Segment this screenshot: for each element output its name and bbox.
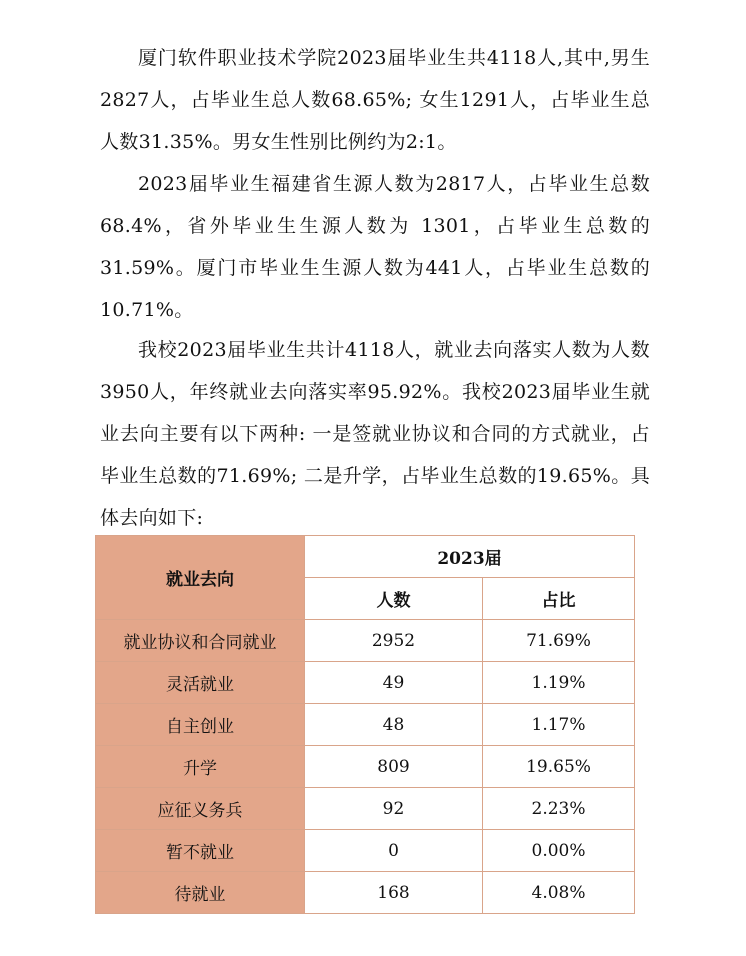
row-category: 灵活就业 [96,662,305,704]
table-row [96,662,635,704]
row-category: 就业协议和合同就业 [96,620,305,662]
row-category: 升学 [96,746,305,788]
table-row [96,746,635,788]
paragraph-gender-stats: 厦门软件职业技术学院2023届毕业生共4118人,其中,男生2827人，占毕业生总人数68.65%; 女生1291人，占毕业生总人数31.35%。男女生性别比例约为2:1。 [100,47,650,153]
row-count: 168 [305,872,483,914]
header-count: 人数 [305,578,483,620]
row-category: 待就业 [96,872,305,914]
row-category: 应征义务兵 [96,788,305,830]
row-count: 49 [305,662,483,704]
row-count: 2952 [305,620,483,662]
row-ratio: 4.08% [483,872,635,914]
header-ratio: 占比 [483,578,635,620]
row-count: 48 [305,704,483,746]
table-row [96,704,635,746]
table-row [96,620,635,662]
paragraph-employment-stats: 我校2023届毕业生共计4118人，就业去向落实人数为人数3950人，年终就业去向落实率95.92%。我校2023届毕业生就业去向主要有以下两种: 一是签就业协议和合同的方式就业，占毕业生总数的71.69%; 二是升学，占毕业生总数的19.65%。具体去向如下: [100,339,650,529]
table-row [96,872,635,914]
row-ratio: 2.23% [483,788,635,830]
row-ratio: 19.65% [483,746,635,788]
table-header-row [96,536,635,578]
table-row [96,830,635,872]
row-ratio: 1.19% [483,662,635,704]
row-ratio: 0.00% [483,830,635,872]
employment-destination-table [95,535,635,914]
row-ratio: 71.69% [483,620,635,662]
row-count: 92 [305,788,483,830]
header-category: 就业去向 [96,536,305,620]
table-row [96,788,635,830]
row-category: 暂不就业 [96,830,305,872]
paragraph-origin-stats: 2023届毕业生福建省生源人数为2817人，占毕业生总数 68.4%，省外毕业生生源人数为 1301，占毕业生总数的31.59%。厦门市毕业生生源人数为441人，占毕业生总数的10.71%。 [100,173,650,321]
row-ratio: 1.17% [483,704,635,746]
row-count: 0 [305,830,483,872]
row-count: 809 [305,746,483,788]
row-category: 自主创业 [96,704,305,746]
header-year: 2023届 [305,536,635,578]
